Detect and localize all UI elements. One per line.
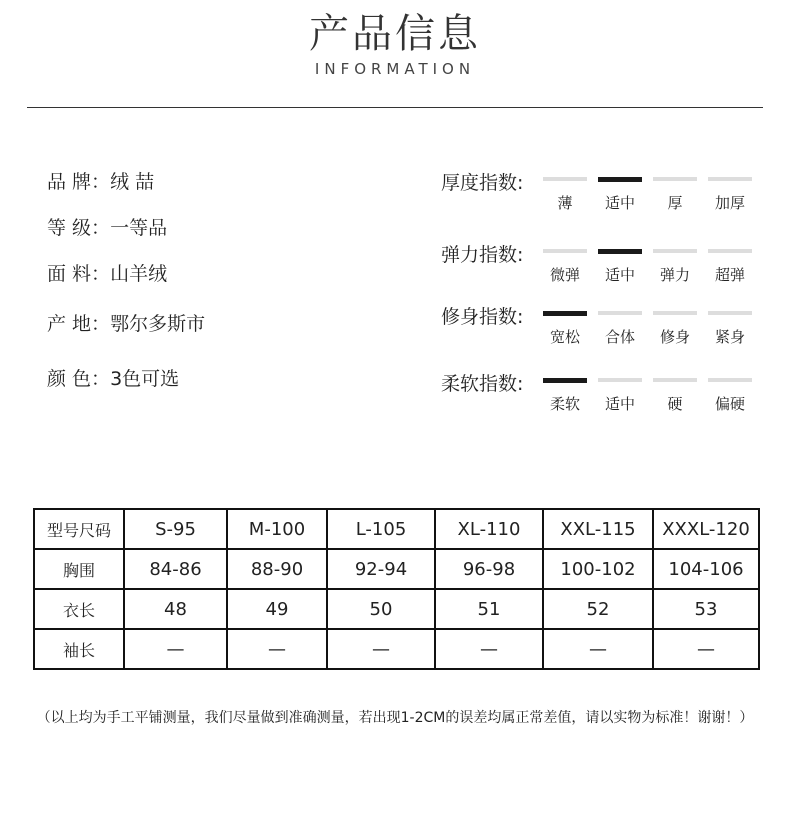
scale-segment xyxy=(653,177,697,181)
index-label: 柔软指数: xyxy=(441,373,524,395)
scale-segment xyxy=(543,249,587,253)
scale-option-label: 适中 xyxy=(604,194,635,212)
scale-segment xyxy=(598,311,642,315)
scale-option-label: 适中 xyxy=(604,266,635,284)
size-header: XL-110 xyxy=(435,509,543,549)
table-cell: 84-86 xyxy=(124,549,227,589)
scale-option-label: 厚 xyxy=(667,194,683,212)
scale-segment xyxy=(708,311,752,315)
row-label: 袖长 xyxy=(34,629,124,669)
page-title: 产品信息 xyxy=(309,11,481,57)
table-cell: 51 xyxy=(435,589,543,629)
table-cell: — xyxy=(653,629,759,669)
info-value: 绒 喆 xyxy=(110,171,155,193)
index-label: 修身指数: xyxy=(441,306,524,328)
table-header-row xyxy=(34,509,759,549)
row-label: 胸围 xyxy=(34,549,124,589)
scale-segment xyxy=(708,177,752,181)
info-value: 山羊绒 xyxy=(110,263,168,285)
scale-segment-active xyxy=(543,311,587,316)
info-value: 一等品 xyxy=(110,217,168,239)
scale-option-label: 薄 xyxy=(557,194,573,212)
scale-option-label: 柔软 xyxy=(549,395,580,413)
info-label: 面 料 xyxy=(47,263,92,285)
measurement-note: （以上均为手工平铺测量，我们尽量做到准确测量，若出现1-2CM的误差均属正常差值，请以实物为标准！谢谢！） xyxy=(36,710,754,726)
table-cell: 48 xyxy=(124,589,227,629)
table-cell: — xyxy=(327,629,435,669)
table-row xyxy=(34,629,759,669)
scale-option-label: 微弹 xyxy=(549,266,580,284)
size-header: M-100 xyxy=(227,509,327,549)
scale-segment-active xyxy=(598,249,642,254)
scale-segment xyxy=(708,378,752,382)
scale-option-label: 弹力 xyxy=(659,266,690,284)
table-cell: 53 xyxy=(653,589,759,629)
scale-option-label: 硬 xyxy=(667,395,683,413)
info-row-fabric: 面 料：山羊绒 xyxy=(47,263,168,285)
scale-segment-active xyxy=(598,177,642,182)
scale-segment-active xyxy=(543,378,587,383)
table-row xyxy=(34,549,759,589)
scale-option-label: 修身 xyxy=(659,328,690,346)
size-header: XXL-115 xyxy=(543,509,653,549)
size-table xyxy=(33,508,760,670)
table-cell: 49 xyxy=(227,589,327,629)
table-cell: — xyxy=(124,629,227,669)
page-subtitle: INFORMATION xyxy=(314,60,476,78)
table-cell: — xyxy=(543,629,653,669)
scale-segment xyxy=(598,378,642,382)
scale-option-label: 宽松 xyxy=(549,328,580,346)
table-cell: — xyxy=(435,629,543,669)
size-header: S-95 xyxy=(124,509,227,549)
scale-option-label: 合体 xyxy=(604,328,635,346)
scale-option-label: 紧身 xyxy=(714,328,745,346)
scale-option-label: 超弹 xyxy=(714,266,745,284)
table-cell: 50 xyxy=(327,589,435,629)
scale-segment xyxy=(653,311,697,315)
table-cell: 100-102 xyxy=(543,549,653,589)
index-label: 弹力指数: xyxy=(441,244,524,266)
row-label: 衣长 xyxy=(34,589,124,629)
info-label: 等 级 xyxy=(47,217,92,239)
info-row-grade: 等 级：一等品 xyxy=(47,217,168,239)
table-cell: — xyxy=(227,629,327,669)
table-cell: 88-90 xyxy=(227,549,327,589)
table-cell: 96-98 xyxy=(435,549,543,589)
info-row-origin: 产 地：鄂尔多斯市 xyxy=(47,313,206,335)
table-row xyxy=(34,589,759,629)
scale-segment xyxy=(543,177,587,181)
info-value: 3色可选 xyxy=(110,368,180,390)
table-header-label: 型号尺码 xyxy=(34,509,124,549)
scale-option-label: 偏硬 xyxy=(714,395,745,413)
scale-segment xyxy=(653,249,697,253)
info-label: 产 地 xyxy=(47,313,92,335)
size-header: XXXL-120 xyxy=(653,509,759,549)
header-divider xyxy=(27,107,763,108)
table-cell: 92-94 xyxy=(327,549,435,589)
info-value: 鄂尔多斯市 xyxy=(110,313,206,335)
info-row-brand: 品 牌：绒 喆 xyxy=(47,171,155,193)
info-label: 颜 色 xyxy=(47,368,92,390)
table-cell: 52 xyxy=(543,589,653,629)
size-header: L-105 xyxy=(327,509,435,549)
scale-option-label: 加厚 xyxy=(714,194,745,212)
info-label: 品 牌 xyxy=(47,171,92,193)
info-row-color: 颜 色：3色可选 xyxy=(47,368,180,390)
scale-segment xyxy=(708,249,752,253)
scale-segment xyxy=(653,378,697,382)
index-label: 厚度指数: xyxy=(441,172,524,194)
scale-option-label: 适中 xyxy=(604,395,635,413)
table-cell: 104-106 xyxy=(653,549,759,589)
